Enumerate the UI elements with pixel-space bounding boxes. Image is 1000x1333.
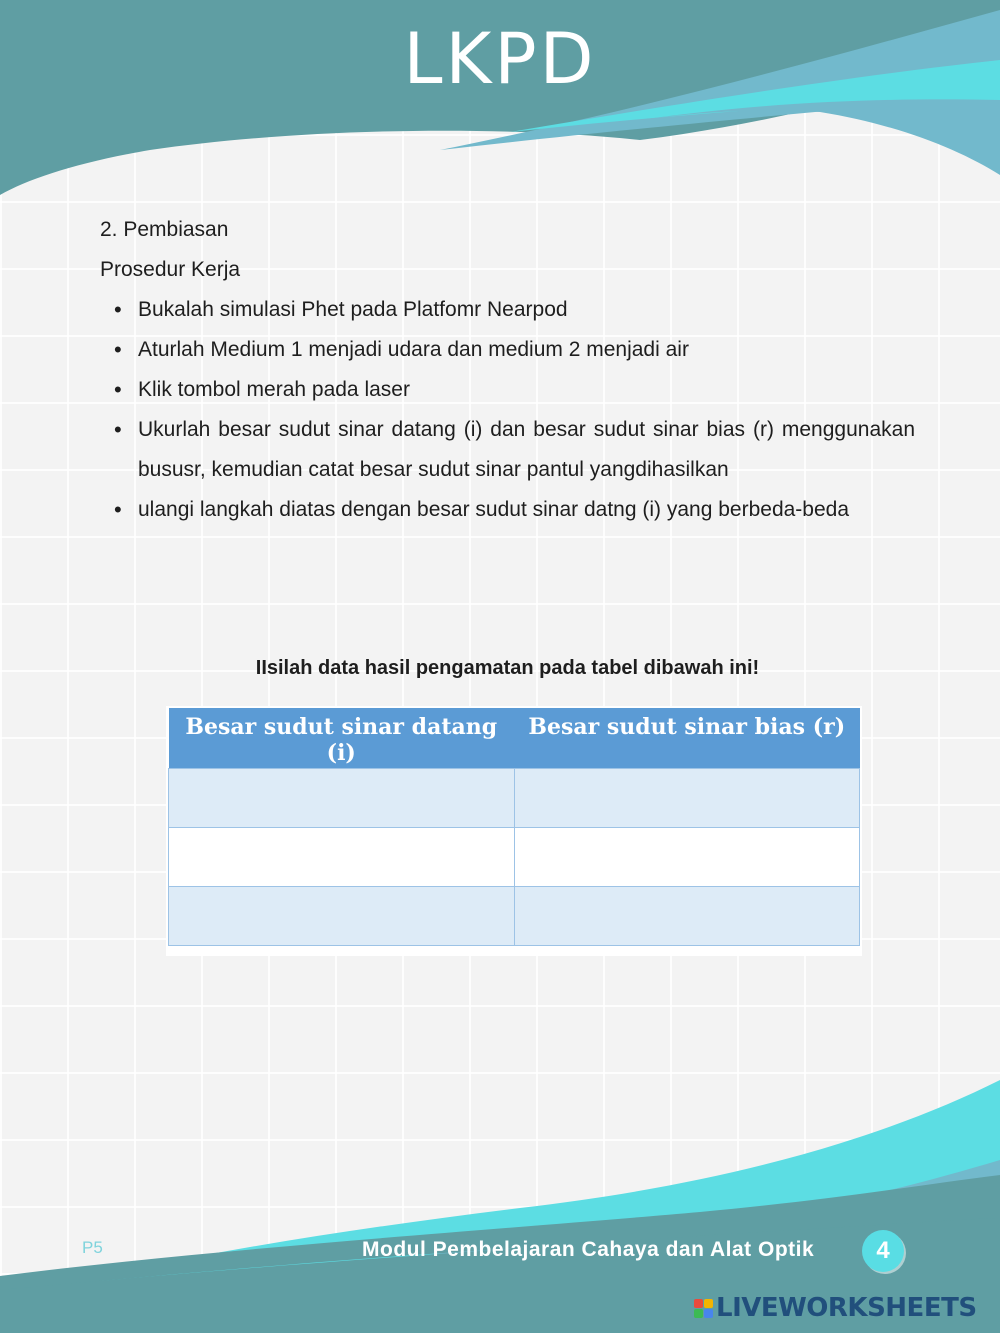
header-incident-angle: Besar sudut sinar datang (i) [169,708,515,768]
refraction-angle-cell[interactable] [514,827,860,886]
step-item: • Aturlah Medium 1 menjadi udara dan medium 2 menjadi air [138,330,915,370]
procedure-section [100,210,915,530]
liveworksheets-logo[interactable] [694,1293,977,1323]
refraction-angle-cell[interactable] [514,768,860,827]
page-title: LKPD [403,18,597,100]
header-refraction-angle: Besar sudut sinar bias (r) [514,708,860,768]
procedure-subtitle: Prosedur Kerja [100,258,241,281]
incident-angle-cell[interactable] [169,827,515,886]
brand-name: LIVEWORKSHEETS [716,1293,977,1323]
refraction-angle-cell[interactable] [514,886,860,945]
table-row [169,768,860,827]
table-row [169,886,860,945]
incident-angle-cell[interactable] [169,768,515,827]
procedure-steps [138,290,915,530]
step-item: • Ukurlah besar sudut sinar datang (i) dan besar sudut sinar bias (r) menggunakan bususr, kemudian catat besar sudut sinar pantul yangdihasilkan [138,410,915,490]
module-title: Modul Pembelajaran Cahaya dan Alat Optik [362,1238,815,1261]
page-code: P5 [82,1238,103,1257]
incident-angle-cell[interactable] [169,886,515,945]
step-item: • Bukalah simulasi Phet pada Platfomr Nearpod [138,290,915,330]
table-row [169,827,860,886]
page-number-badge: 4 [862,1230,904,1272]
table-instruction: IIsilah data hasil pengamatan pada tabel dibawah ini! [255,657,760,679]
table-header-row [169,708,860,768]
section-title: 2. Pembiasan [100,218,229,241]
step-item: • Klik tombol merah pada laser [138,370,915,410]
observation-table-container [166,706,862,956]
liveworksheets-logo-icon [694,1299,713,1318]
step-item: • ulangi langkah diatas dengan besar sudut sinar datng (i) yang berbeda-beda [138,490,915,530]
observation-table [168,708,860,946]
